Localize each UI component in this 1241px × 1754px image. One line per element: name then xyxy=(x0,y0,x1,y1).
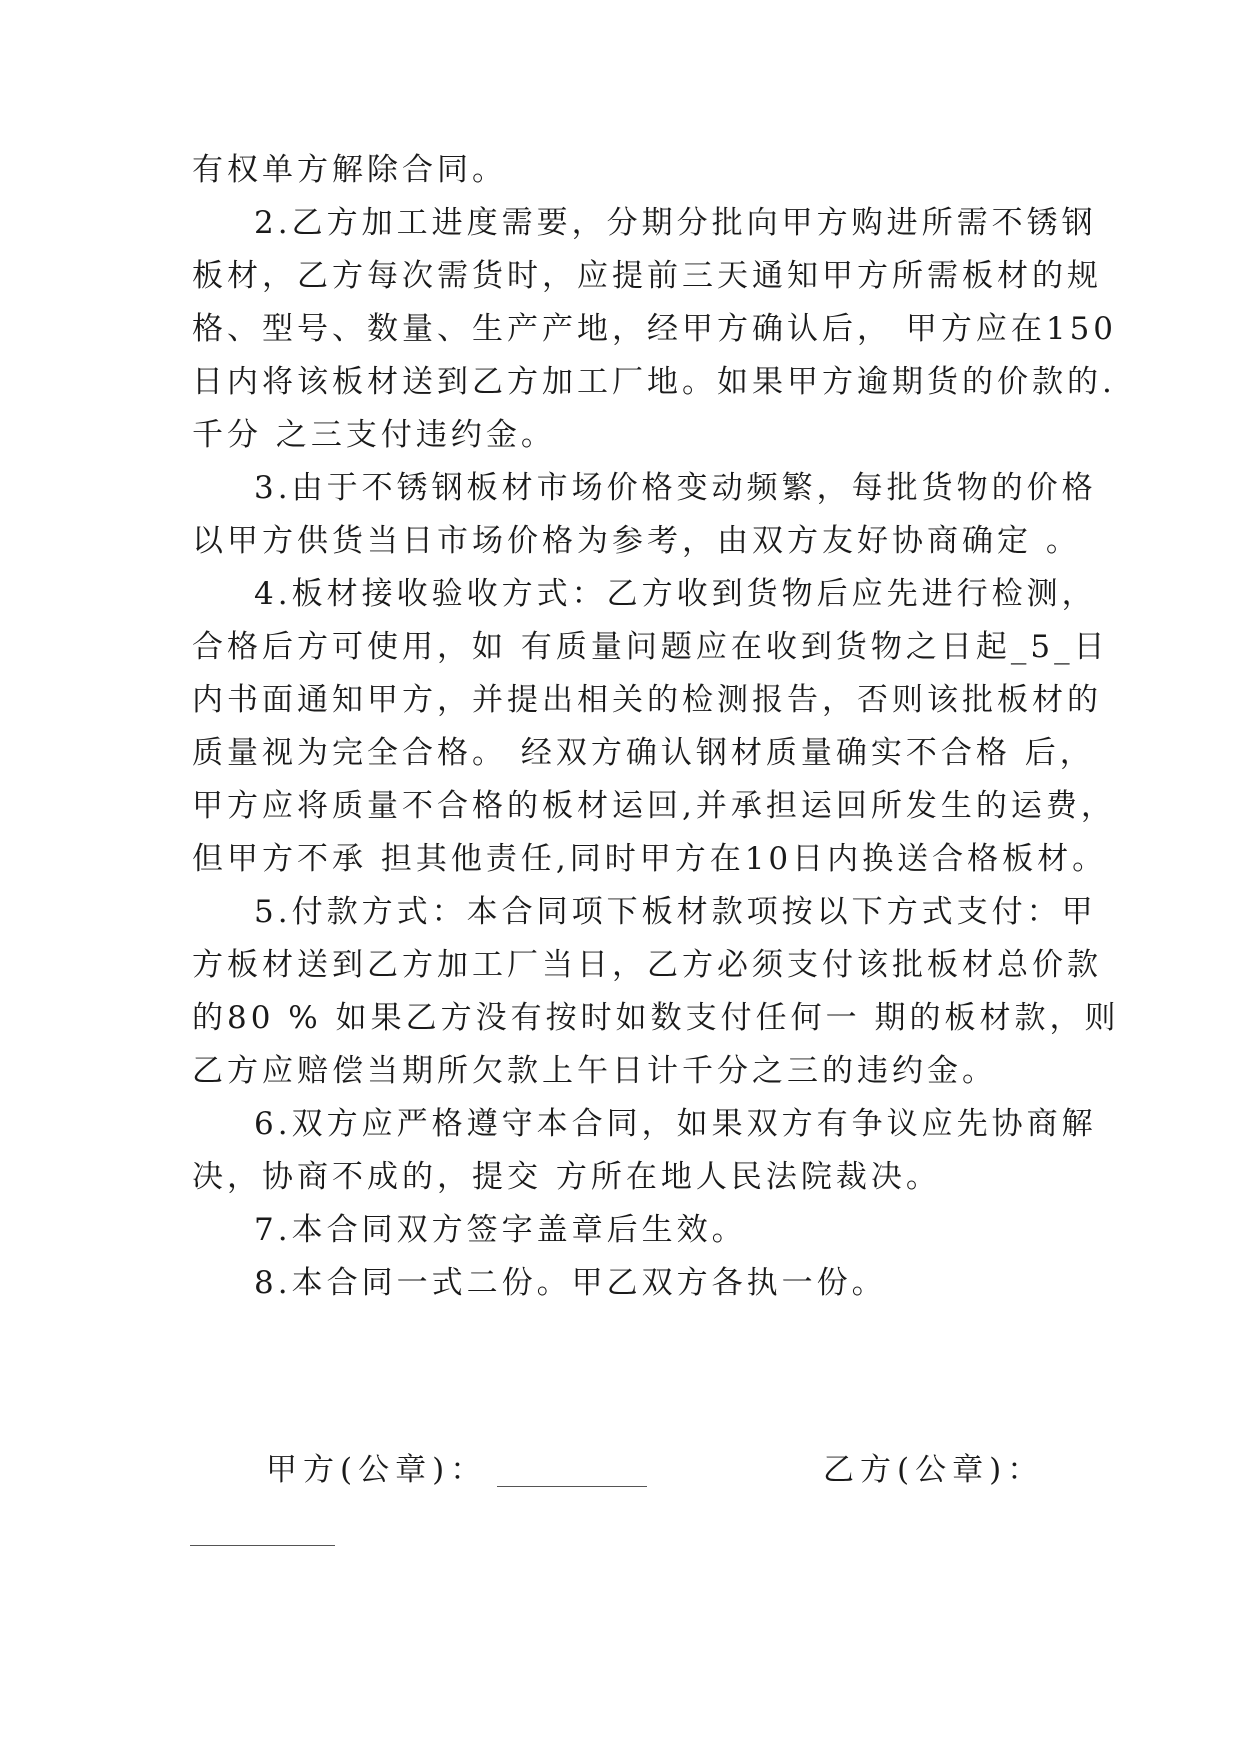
clause-5-line-1: 5.付款方式：本合同项下板材款项按以下方式支付：甲 xyxy=(254,894,1097,930)
clause-5-line-4: 乙方应赔偿当期所欠款上午日计千分之三的违约金。 xyxy=(192,1053,997,1089)
clause-2-line-3: 格、型号、数量、生产产地，经甲方确认后， 甲方应在150 xyxy=(192,311,1118,347)
clause-4-line-6: 但甲方不承 担其他责任,同时甲方在10日内换送合格板材。 xyxy=(192,841,1108,877)
clause-5-line-3: 的80 % 如果乙方没有按时如数支付任何一 期的板材款，则 xyxy=(192,1000,1120,1036)
clause-2-line-4: 日内将该板材送到乙方加工厂地。如果甲方逾期货的价款的. xyxy=(192,364,1116,400)
clause-7-line-1: 7.本合同双方签字盖章后生效。 xyxy=(254,1212,747,1248)
party-b-signature-label: 乙方(公章)： xyxy=(823,1452,1045,1488)
clause-4-line-4: 质量视为完全合格。 经双方确认钢材质量确实不合格 后， xyxy=(192,735,1095,771)
clause-5-line-2: 方板材送到乙方加工厂当日，乙方必须支付该批板材总价款 xyxy=(192,947,1102,983)
clause-4-line-3: 内书面通知甲方，并提出相关的检测报告，否则该批板材的 xyxy=(192,682,1102,718)
clause-2-line-2: 板材，乙方每次需货时，应提前三天通知甲方所需板材的规 xyxy=(192,258,1102,294)
clause-4-line-2: 合格后方可使用，如 有质量问题应在收到货物之日起_5_日 xyxy=(192,629,1109,665)
party-a-signature-label: 甲方(公章)： xyxy=(266,1452,488,1488)
clause-2-line-1: 2.乙方加工进度需要，分期分批向甲方购进所需不锈钢 xyxy=(254,205,1097,241)
text-line-1: 有权单方解除合同。 xyxy=(192,152,507,188)
clause-3-line-1: 3.由于不锈钢板材市场价格变动频繁，每批货物的价格 xyxy=(254,470,1097,506)
clause-6-line-1: 6.双方应严格遵守本合同，如果双方有争议应先协商解 xyxy=(254,1106,1097,1142)
clause-6-line-2: 决，协商不成的，提交 方所在地人民法院裁决。 xyxy=(192,1159,941,1195)
clause-3-line-2: 以甲方供货当日市场价格为参考，由双方友好协商确定 。 xyxy=(192,523,1081,559)
clause-8-line-1: 8.本合同一式二份。甲乙双方各执一份。 xyxy=(254,1265,887,1301)
party-a-signature-blank xyxy=(497,1486,647,1487)
clause-2-line-5: 千分 之三支付违约金。 xyxy=(192,417,556,453)
clause-4-line-5: 甲方应将质量不合格的板材运回,并承担运回所发生的运费， xyxy=(192,788,1116,824)
party-b-signature-blank xyxy=(190,1545,335,1546)
clause-4-line-1: 4.板材接收验收方式：乙方收到货物后应先进行检测， xyxy=(254,576,1097,612)
